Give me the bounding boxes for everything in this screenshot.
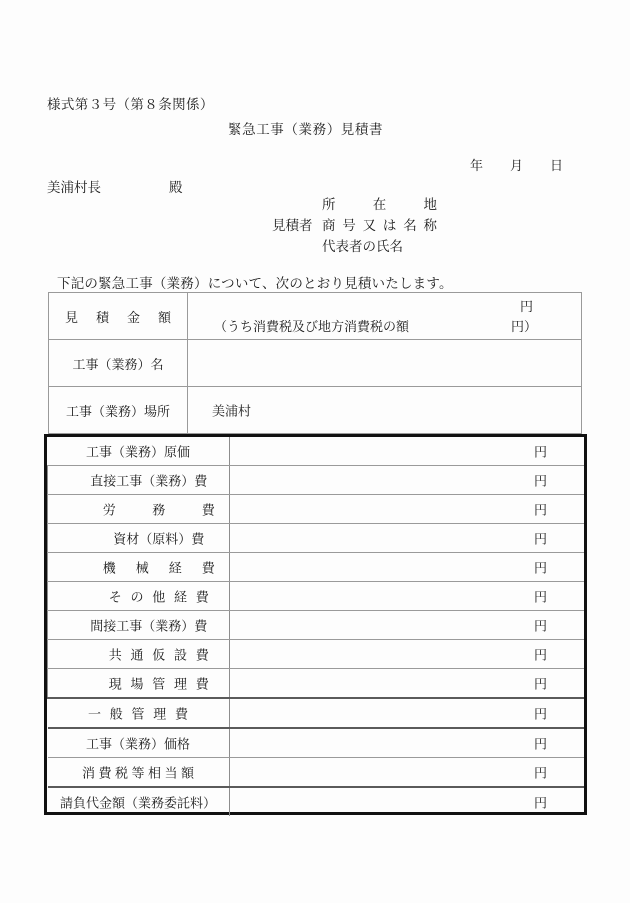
- cost-value-common-temporary[interactable]: [229, 640, 584, 669]
- bidder-label-empty-1: [272, 195, 322, 216]
- table-row-estimate-amount: [49, 293, 582, 340]
- currency-unit: 円: [533, 707, 547, 723]
- table-row: [48, 698, 585, 728]
- addressee: [47, 176, 183, 196]
- bidder-row-company: [272, 216, 437, 237]
- currency-unit: 円: [533, 737, 547, 753]
- cost-label-material-cost: [48, 524, 230, 553]
- lead-sentence: 下記の緊急工事（業務）について、次のとおり見積いたします。: [57, 276, 453, 292]
- bidder-row-address: [272, 195, 437, 216]
- summary-value-work-place[interactable]: [188, 387, 582, 434]
- cost-label-text: 一般管理費: [88, 707, 188, 723]
- estimate-tax-note: （うち消費税及び地方消費税の額: [214, 320, 410, 335]
- currency-unit: 円: [533, 532, 547, 548]
- cost-value-labor-cost[interactable]: [229, 495, 584, 524]
- currency-unit: 円: [533, 648, 547, 664]
- cost-label-contract-amount: [48, 787, 230, 816]
- table-row: [48, 758, 585, 788]
- table-row: [48, 669, 585, 699]
- cost-label-text: 消費税等相当額: [82, 766, 194, 782]
- cost-label-text: その他経費: [108, 590, 209, 606]
- cost-label-direct-cost: [48, 466, 230, 495]
- cost-label-text: 工事（業務）原価: [85, 445, 190, 461]
- cost-value-contract-amount[interactable]: [229, 787, 584, 816]
- cost-label-general-admin: [48, 698, 230, 728]
- currency-unit: 円: [533, 796, 547, 812]
- cost-label-text: 請負代金額（業務委託料）: [59, 796, 216, 812]
- cost-breakdown-table-frame: [44, 434, 587, 815]
- cost-label-labor-cost: [48, 495, 230, 524]
- summary-value-work-name[interactable]: [188, 340, 582, 387]
- cost-label-text: 現場管理費: [108, 677, 209, 693]
- cost-label-other-expenses: [48, 582, 230, 611]
- cost-breakdown-table: [47, 437, 584, 816]
- table-row: [48, 582, 585, 611]
- cost-label-site-management: [48, 669, 230, 699]
- bidder-field-address: 所在地: [322, 197, 437, 213]
- bidder-field-representative-name: 代表者の氏名: [322, 239, 403, 255]
- addressee-name: 美浦村長: [47, 180, 101, 196]
- date-year-label: 年: [470, 159, 484, 174]
- addressee-honorific: 殿: [169, 180, 183, 196]
- currency-unit: 円: [533, 474, 547, 490]
- table-row: [48, 787, 585, 816]
- currency-unit: 円: [533, 561, 547, 577]
- form-number: 様式第３号（第８条関係）: [47, 97, 214, 113]
- date-day-label: 日: [550, 159, 564, 174]
- document-title: 緊急工事（業務）見積書: [228, 122, 384, 138]
- date-line: [470, 155, 570, 174]
- table-row-work-name: [49, 340, 582, 387]
- currency-unit: 円: [533, 590, 547, 606]
- cost-label-text: 共通仮設費: [108, 648, 209, 664]
- cost-label-text: 資材（原料）費: [113, 532, 205, 548]
- cost-label-text: 間接工事（業務）費: [90, 619, 208, 635]
- cost-label-indirect-cost: [48, 611, 230, 640]
- summary-label-estimate-amount: [49, 293, 188, 340]
- table-row: [48, 495, 585, 524]
- table-row: [48, 553, 585, 582]
- cost-label-text: 工事（業務）価格: [85, 737, 190, 753]
- currency-unit: 円: [533, 677, 547, 693]
- bidder-label-empty-2: [272, 237, 322, 258]
- cost-value-indirect-cost[interactable]: [229, 611, 584, 640]
- table-row: [48, 611, 585, 640]
- cost-label-text: 機械経費: [102, 561, 215, 577]
- cost-value-construction-cost[interactable]: [229, 437, 584, 466]
- cost-label-work-price: [48, 728, 230, 758]
- cost-label-text: 労務費: [102, 503, 215, 519]
- cost-value-other-expenses[interactable]: [229, 582, 584, 611]
- table-row: [48, 728, 585, 758]
- summary-value-estimate-amount[interactable]: [188, 293, 582, 340]
- cost-value-machinery-cost[interactable]: [229, 553, 584, 582]
- currency-unit: 円: [533, 445, 547, 461]
- cost-label-machinery-cost: [48, 553, 230, 582]
- currency-unit: 円: [533, 766, 547, 782]
- summary-label-work-name: [49, 340, 188, 387]
- cost-value-material-cost[interactable]: [229, 524, 584, 553]
- summary-label-text: 見積金額: [65, 310, 171, 326]
- table-row: [48, 466, 585, 495]
- date-month-label: 月: [510, 159, 524, 174]
- table-row-work-place: [49, 387, 582, 434]
- cost-value-site-management[interactable]: [229, 669, 584, 699]
- cost-label-construction-cost: [48, 437, 230, 466]
- table-row: [48, 640, 585, 669]
- summary-table: [48, 292, 582, 434]
- bidder-field-company-name: 商号又は名称: [322, 218, 437, 234]
- cost-value-direct-cost[interactable]: [229, 466, 584, 495]
- currency-unit: 円: [533, 503, 547, 519]
- cost-value-work-price[interactable]: [229, 728, 584, 758]
- currency-unit: 円: [533, 619, 547, 635]
- table-row: [48, 524, 585, 553]
- summary-label-text: 工事（業務）場所: [65, 404, 170, 420]
- bidder-block: [272, 195, 437, 258]
- estimate-yen-bottom: 円）: [510, 320, 537, 335]
- cost-value-general-admin[interactable]: [229, 698, 584, 728]
- estimate-yen-top: 円: [519, 300, 533, 315]
- work-place-value: 美浦村: [212, 404, 252, 420]
- cost-value-consumption-tax[interactable]: [229, 758, 584, 788]
- cost-label-consumption-tax: [48, 758, 230, 788]
- table-row: [48, 437, 585, 466]
- cost-label-common-temporary: [48, 640, 230, 669]
- summary-label-text: 工事（業務）名: [72, 357, 164, 373]
- summary-label-work-place: [49, 387, 188, 434]
- bidder-label: 見積者: [272, 218, 313, 234]
- cost-label-text: 直接工事（業務）費: [90, 474, 208, 490]
- bidder-row-representative: [272, 237, 437, 258]
